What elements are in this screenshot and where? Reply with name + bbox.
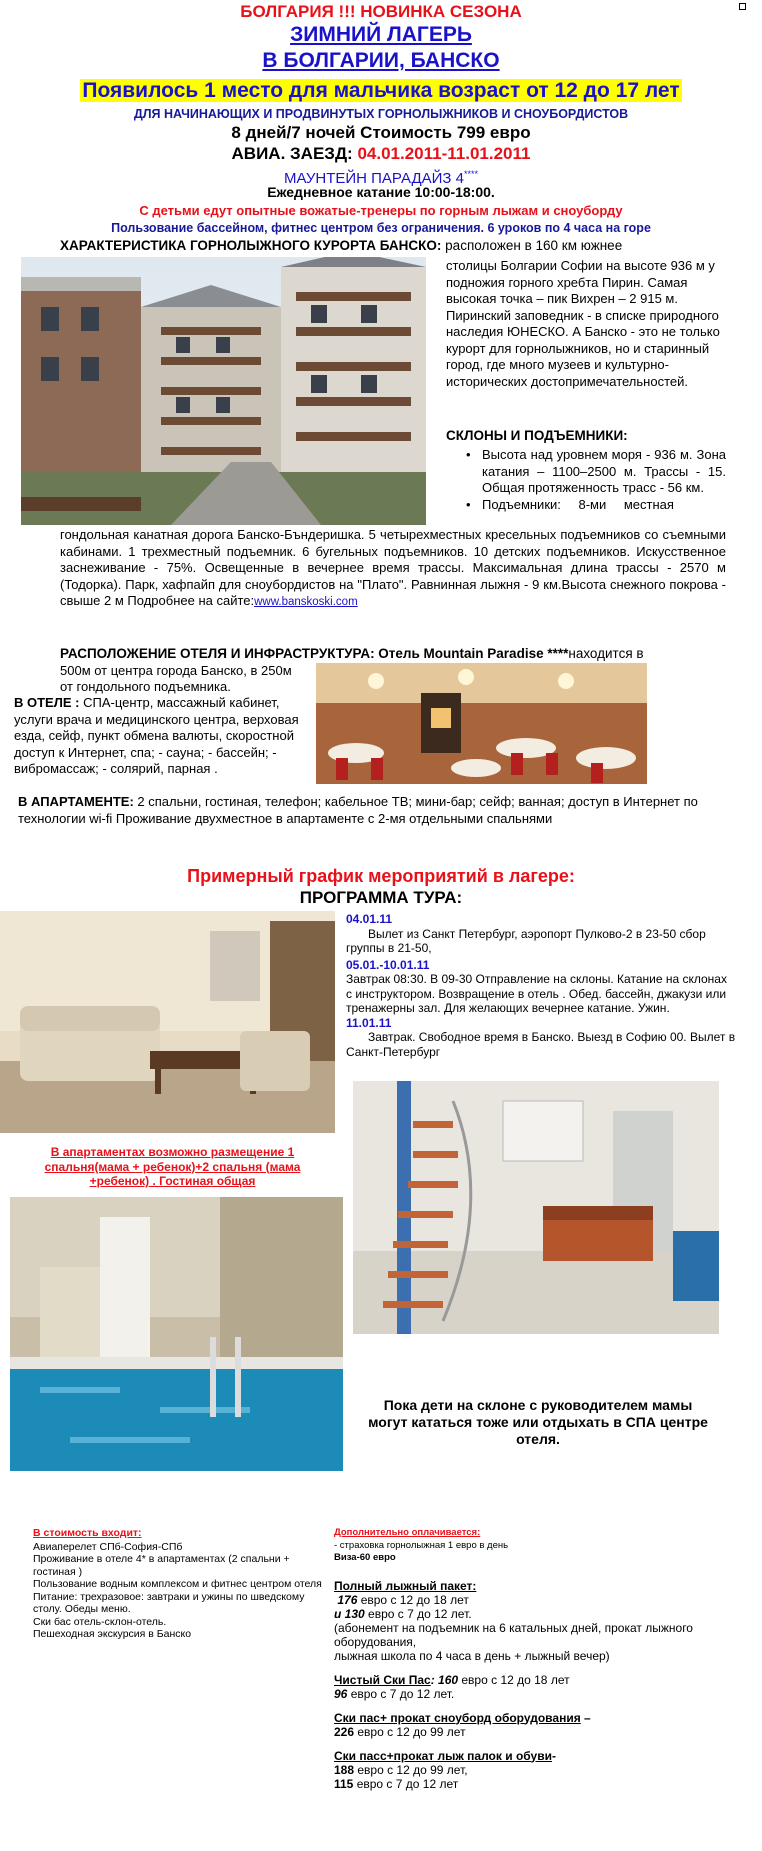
ski-pass-price-2: 96 <box>334 1686 348 1701</box>
slopes-heading: СКЛОНЫ И ПОДЪЕМНИКИ: <box>446 428 628 443</box>
slopes-bullets <box>466 447 726 513</box>
moms-note <box>368 1397 708 1448</box>
ski-pass-title: Чистый Ски Пас <box>334 1672 431 1687</box>
ski-rental-price-1-line <box>334 1763 734 1777</box>
header-line-10: С детьми едут опытные вожатые-тренеры по горным лыжам и сноуборду <box>139 203 623 218</box>
header-line-9: Ежедневное катание 10:00-18:00. <box>267 184 495 200</box>
slopes-bullet-1-text: Высота над уровнем моря - 936 м. Зона катания – 1100–2500 м. Трассы - 15. Общая протяженность трасс - 56 км. <box>482 447 726 495</box>
snowboard-title: Ски пас+ прокат сноуборд оборудования <box>334 1710 581 1725</box>
slopes-bullet-2-text: Подъемники: 8-ми местная <box>482 496 674 512</box>
full-package-price-2 <box>334 1607 734 1621</box>
program-text-3: Завтрак. Свободное время в Банско. Выезд в Софию 00. Вылет в Санкт-Петербург <box>346 1030 736 1059</box>
ski-rental-price-2: 115 <box>334 1776 354 1791</box>
program-text-1: Вылет из Санкт Петербург, аэропорт Пулково-2 в 23-50 сбор группы в 21-50, <box>346 926 706 955</box>
included-item: Питание: трехразовое: завтраки и ужины по шведскому столу. Обеды меню. <box>33 1590 305 1615</box>
slopes-bullet-2 <box>466 497 726 514</box>
tour-dates: 04.01.2011-11.01.2011 <box>357 144 531 163</box>
snowboard-price-rest: евро с 12 до 99 лет <box>354 1724 466 1739</box>
extra-visa: Виза-60 евро <box>334 1552 396 1563</box>
included-item: Пешеходная экскурсия в Банско <box>33 1628 192 1640</box>
snowboard-price-line <box>334 1725 734 1739</box>
included-item: Пользование водным комплексом и фитнес центром отеля <box>33 1578 322 1590</box>
ski-pass-price-1-rest: евро с 12 до 18 лет <box>458 1672 570 1687</box>
hotel-location: 500м от центра города Банско, в 250м от гондольного подъемника. <box>60 663 292 694</box>
in-hotel-text: СПА-центр, массажный кабинет, услуги врача и медицинского центра, верховая езда, сейф, пункт обмена валюты, скоростной доступ к Интернет, спа; - сауна; - бассейн; - вибромассаж; - солярий, парная . <box>14 695 299 776</box>
lifts-text: гондольная канатная дорога Банско-Бъндеришка. 5 четырехместных кресельных подъемников со съемными кабинами. 1 трехместный подъемник. 6 бугельных подъемников. 10 детских подъемников. Искусственное заснеживание - 75%. Освещенные в вечернее время трассы. Максимальная длина трассы - 2570 м (Тодорка). Парк, хафпайп для сноубордистов на "Плато". Равнинная лыжня - 9 км.Высота снежного покрова - свыше 2 м Подробнее на сайте: <box>60 527 726 608</box>
bullet-icon: • <box>466 447 471 462</box>
indoor-pool-photo <box>10 1197 343 1471</box>
hotel-heading-line <box>60 646 730 662</box>
hotel-name-text: МАУНТЕЙН ПАРАДАЙЗ 4 <box>284 170 464 187</box>
full-package-price-2-value: и 130 <box>334 1606 365 1621</box>
full-package-title-text: Полный лыжный пакет: <box>334 1578 477 1593</box>
full-package-price-2-rest: евро с 7 до 12 лет. <box>364 1606 472 1621</box>
in-hotel-label: В ОТЕЛЕ : <box>14 695 80 710</box>
banskoski-link[interactable]: www.banskoski.com <box>254 596 358 608</box>
extra-title <box>334 1527 734 1540</box>
header-line-3 <box>0 49 762 73</box>
apartment-block <box>18 794 730 827</box>
header-line-2-text: ЗИМНИЙ ЛАГЕРЬ <box>290 23 472 46</box>
resort-heading-tail: расположен в 160 км южнее <box>441 238 623 253</box>
ski-rental-price-2-line <box>334 1777 734 1791</box>
extra-block <box>334 1527 734 1791</box>
header-line-4-wrap <box>0 78 762 104</box>
included-item: Проживание в отеле 4* в апартаментах (2 спальни + гостиная ) <box>33 1553 290 1578</box>
header-line-7 <box>0 144 762 164</box>
full-package-title <box>334 1579 734 1593</box>
header-line-7-prefix: АВИА. ЗАЕЗД: <box>231 144 358 163</box>
header-line-2 <box>0 23 762 47</box>
included-title <box>33 1527 330 1540</box>
program-list <box>346 912 736 1059</box>
full-package-price-1 <box>334 1593 734 1607</box>
apartment-note-text: В апартаментах возможно размещение 1 спальня(мама + ребенок)+2 спальня (мама +ребенок) . Гостиная общая <box>44 1145 301 1188</box>
resort-heading-line <box>60 238 720 254</box>
resort-description: столицы Болгарии Софии на высоте 936 м у подножия горного хребта Пирин. Самая высокая точка – пик Вихрен – 2 915 м. Пиринский заповедник - в списке природного наследия ЮНЕСКО. А Банско - это не только курорт для горнолыжников, но и старинный город, где много музеев и культурно-исторических достопримечательностей. <box>446 258 720 389</box>
program-date-1: 04.01.11 <box>346 912 393 926</box>
schedule-title: Примерный график мероприятий в лагере: <box>187 866 575 886</box>
in-hotel-block <box>14 695 307 778</box>
header-line-5: ДЛЯ НАЧИНАЮЩИХ И ПРОДВИНУТЫХ ГОРНОЛЫЖНИКОВ И СНОУБОРДИСТОВ <box>133 107 629 121</box>
apartment-note <box>30 1145 315 1189</box>
spa-staircase-photo <box>353 1081 719 1334</box>
snowboard-price: 226 <box>334 1724 355 1739</box>
moms-note-text: Пока дети на склоне с руководителем мамы могут кататься тоже или отдыхать в СПА центре отеля. <box>368 1397 708 1447</box>
ski-rental-price-1-rest: евро с 12 до 99 лет, <box>354 1762 468 1777</box>
hotel-stars: **** <box>463 169 478 179</box>
hotel-heading-tail: находится в <box>568 646 644 661</box>
program-title: ПРОГРАММА ТУРА: <box>299 888 463 907</box>
included-block <box>33 1527 330 1641</box>
header-line-4: Появилось 1 место для мальчика возраст от 12 до 17 лет <box>82 79 680 102</box>
resort-heading: ХАРАКТЕРИСТИКА ГОРНОЛЫЖНОГО КУРОРТА БАНСКО: <box>60 238 442 253</box>
program-date-3: 11.01.11 <box>346 1015 392 1030</box>
living-room-photo <box>0 911 335 1133</box>
full-package-price-1-value: 176 <box>337 1592 358 1607</box>
ski-rental-dash: - <box>551 1748 556 1763</box>
header-line-6: 8 дней/7 ночей Стоимость 799 евро <box>231 123 531 142</box>
bullet-icon: • <box>466 496 471 512</box>
program-text-2: Завтрак 08:30. В 09-30 Отправление на склоны. Катание на склонах с инструктором. Возвращение в отель . Обед. бассейн, джакузи или тренажерны зал. Для желающих вечернее катание. Ужин. <box>346 972 727 1015</box>
ski-rental-title: Ски пасс+прокат лыж палок и обуви <box>334 1748 552 1763</box>
header-line-3-text: В БОЛГАРИИ, БАНСКО <box>262 49 500 72</box>
snowboard-title-line <box>334 1711 734 1725</box>
slopes-bullet-1 <box>466 447 726 497</box>
header-line-11: Пользование бассейном, фитнес центром без ограничения. 6 уроков по 4 часа на горе <box>111 221 651 235</box>
header-line-1: БОЛГАРИЯ !!! НОВИНКА СЕЗОНА <box>240 2 522 21</box>
snowboard-dash: – <box>580 1710 591 1725</box>
ski-rental-title-line <box>334 1749 734 1763</box>
full-package-price-1-rest: евро с 12 до 18 лет <box>357 1592 469 1607</box>
hotel-heading: РАСПОЛОЖЕНИЕ ОТЕЛЯ И ИНФРАСТРУКТУРА: Отель Mountain Paradise **** <box>60 646 569 661</box>
apartment-label: В АПАРТАМЕНТЕ: <box>18 794 134 809</box>
hotel-building-photo <box>21 257 426 525</box>
extra-insurance: - страховка горнолыжная 1 евро в день <box>334 1539 509 1551</box>
apartment-text: 2 спальни, гостиная, телефон; кабельное ТВ; мини-бар; сейф; ванная; доступ в Интернет по технологии wi-fi Проживание двухместное в апартаменте с 2-мя отдельными спальнями <box>18 794 698 826</box>
included-item: Авиаперелет СПб-София-СПб <box>33 1540 183 1553</box>
ski-pass-line-2 <box>334 1687 734 1701</box>
ski-rental-price-2-rest: евро с 7 до 12 лет <box>353 1776 459 1791</box>
ski-pass-line <box>334 1673 734 1687</box>
lifts-description <box>60 527 726 611</box>
program-date-2: 05.01.-10.01.11 <box>346 957 430 972</box>
extra-title-text: Дополнительно оплачивается: <box>334 1527 481 1538</box>
full-package-desc-2: лыжная школа по 4 часа в день + лыжный вечер) <box>334 1648 610 1663</box>
included-item: Ски бас отель-склон-отель. <box>33 1615 167 1628</box>
restaurant-photo <box>316 663 647 784</box>
included-title-text: В стоимость входит: <box>33 1527 142 1539</box>
full-package-desc-1: (абонемент на подъемник на 6 катальных дней, прокат лыжного оборудования, <box>334 1620 693 1649</box>
ski-pass-price-2-rest: евро с 7 до 12 лет. <box>347 1686 455 1701</box>
ski-pass-price-1: : 160 <box>430 1672 459 1687</box>
ski-rental-price-1: 188 <box>334 1762 355 1777</box>
